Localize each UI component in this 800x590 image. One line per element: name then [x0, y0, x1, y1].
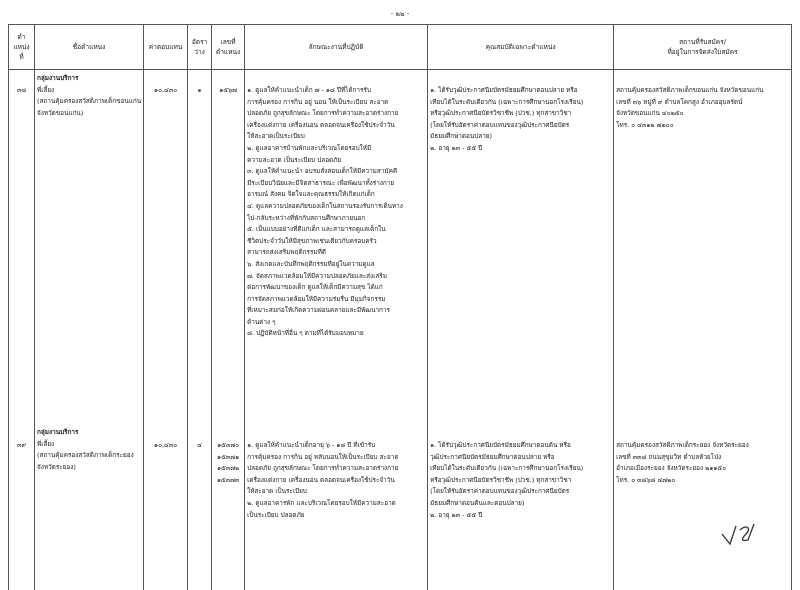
position-order: ๓๙: [9, 425, 35, 590]
header-position-number: เลขที่ ตำแหน่ง: [212, 25, 245, 70]
position-numbers: ๑๕๓๗๐ ๑๕๓๗๑ ๑๕๓๗๒ ๑๕๓๗๓: [212, 425, 245, 590]
unit-name: (สถานคุ้มครองสวัสดิภาพเด็กขอนแก่น: [37, 97, 142, 106]
header-duties: ลักษณะงานที่ปฏิบัติ: [245, 25, 428, 70]
qualifications: ๑. ได้รับวุฒิประกาศนียบัตรมัธยมศึกษาตอนปลาย หรือ เทียบได้ในระดับเดียวกัน (เฉพาะการศึกษานอกโรงเรียน) หรือวุฒิประกาศนียบัตรวิชาชีพ (ปวช.) ทุกสาขาวิชา (โดยให้รับอัตราค่าตอบแทนของวุฒิประกาศนียบัตร มัธยมศึกษาตอนปลาย) ๒. อายุ ๒๓ - ๕๕ ปี: [428, 70, 614, 426]
work-group: กลุ่มงานบริการ: [37, 428, 79, 436]
header-vacancies: อัตรา ว่าง: [188, 25, 212, 70]
page-number: - ๒๒ -: [390, 10, 410, 18]
application-place: สถานคุ้มครองสวัสดิภาพเด็กระยอง จังหวัดระยอง เลขที่ ๓๓๘ ถนนสุขุมวิท ตำบลห้วยโป่ง อำเภอเมืองระยอง จังหวัดระยอง ๒๑๑๕๐ โทร. ๐ ๓๘๖๘ ๔๗๒๐: [614, 425, 792, 590]
header-position-order: ตำ แหน่ง ที่: [9, 25, 35, 70]
position-order: ๓๘: [9, 70, 35, 426]
position-name: [35, 70, 144, 426]
compensation: ๑๐,๔๓๐: [144, 70, 188, 426]
header-compensation: ค่าตอบแทน: [144, 25, 188, 70]
position-title: พี่เลี้ยง: [37, 85, 55, 94]
position-numbers: ๑๕๖๗: [212, 70, 245, 426]
vacancies: ๔: [188, 425, 212, 590]
duties: ๑. ดูแลให้คำแนะนำเด็ก ๗ - ๑๘ ปีที่ได้การรับ การคุ้มครอง การกิน อยู่ นอน ให้เป็นระเบียบ สะอาด ปลอดภัย ถูกสุขลักษณะ โดยการทำความสะอาดร่างกาย เครื่องแต่งกาย เครื่องนอน ตลอดจนเครื่องใช้ประจำวัน ให้สะอาดเป็นระเบียบ ๒. ดูแลอาคารบ้านพักและบริเวณโดยรอบให้มี ความสะอาด เป็นระเบียบ ปลอดภัย ๓. ดูแลให้คำแนะนำ อบรมสั่งสอนเด็กให้มีความสามัคคี มีระเบียบวินัยและมีจิตสาธารณะ เพื่อพัฒนาทั้งร่างกาย อารมณ์ สังคม จิตใจและคุณธรรมให้เกิดแก่เด็ก ๔. ดูแลความปลอดภัยของเด็กในสถานรองรับการเดินทาง ไป-กลับระหว่างที่พักกับสถานศึกษาภายนอก ๕. เป็นแบบอย่างที่ดีแก่เด็ก และสามารถดูแลเด็กใน ชีวิตประจำวันให้มีสุขภาพเช่นเดียวกับครอบครัว สามารถส่งเสริมพฤติกรรมที่ดี ๖. สังเกตและบันทึกพฤติกรรมที่อยู่ในความดูแล ๗. จัดสภาพแวดล้อมให้มีความปลอดภัยและส่งเสริม ต่อการพัฒนาของเด็ก ดูแลให้เด็กมีความสุข ได้แก่ การจัดสภาพแวดล้อมให้มีความร่มรื่น มีมุมกิจกรรม ที่เหมาะสมก่อให้เกิดความผ่อนคลายและมีพัฒนาการ ด้านต่าง ๆ ๘. ปฏิบัติหน้าที่อื่น ๆ ตามที่ได้รับมอบหมาย: [245, 70, 428, 426]
table-row: [9, 70, 792, 426]
application-place: สถานคุ้มครองสวัสดิภาพเด็กขอนแก่น จังหวัดขอนแก่น เลขที่ ๓๖ หมู่ที่ ๙ ตำบลโคกสูง อำเภออุบลรัตน์ จังหวัดขอนแก่น ๔๐๒๕๐ โทร. ๐ ๔๓๑๒ ๗๒๐๐: [614, 70, 792, 426]
qualifications: ๑. ได้รับวุฒิประกาศนียบัตรมัธยมศึกษาตอนต้น หรือ วุฒิประกาศนียบัตรมัธยมศึกษาตอนปลาย หรือ เทียบได้ในระดับเดียวกัน (เฉพาะการศึกษานอกโรงเรียน) หรือวุฒิประกาศนียบัตรวิชาชีพ (ปวช.) ทุกสาขาวิชา (โดยให้รับอัตราค่าตอบแทนของวุฒิประกาศนียบัตร มัธยมศึกษาตอนต้นและตอนปลาย) ๒. อายุ ๒๓ - ๕๕ ปี: [428, 425, 614, 590]
header-application-place: สถานที่รับสมัคร/ ที่อยู่ในการจัดส่งใบสมัคร: [614, 25, 792, 70]
unit-province: จังหวัดขอนแก่น): [37, 108, 84, 117]
table-row: [9, 425, 792, 590]
position-name: [35, 425, 144, 590]
duties: ๑. ดูแลให้คำแนะนำเด็กอายุ ๖ - ๑๘ ปี ที่เข้ารับ การคุ้มครอง การกิน อยู่ หลับนอนให้เป็นระเบียบ สะอาด ปลอดภัย ถูกสุขลักษณะ โดยการทำความสะอาดร่างกาย เครื่องแต่งกาย เครื่องนอน ตลอดจนเครื่องใช้ประจำวัน ให้สะอาด เป็นระเบียบ ๒. ดูแลอาคารพัก และบริเวณโดยรอบให้มีความสะอาด เป็นระเบียบ ปลอดภัย: [245, 425, 428, 590]
compensation: ๑๐,๔๓๐: [144, 425, 188, 590]
header-qualifications: คุณสมบัติเฉพาะตำแหน่ง: [428, 25, 614, 70]
table-header-row: [9, 25, 792, 70]
unit-province: จังหวัดระยอง): [37, 462, 76, 471]
work-group: กลุ่มงานบริการ: [37, 74, 79, 82]
vacancies: ๑: [188, 70, 212, 426]
position-title: พี่เลี้ยง: [37, 439, 55, 448]
unit-name: (สถานคุ้มครองสวัสดิภาพเด็กระยอง: [37, 451, 134, 460]
job-positions-table: [8, 24, 792, 590]
signature-initials-icon: [720, 520, 760, 548]
header-position-name: ชื่อตำแหน่ง: [35, 25, 144, 70]
